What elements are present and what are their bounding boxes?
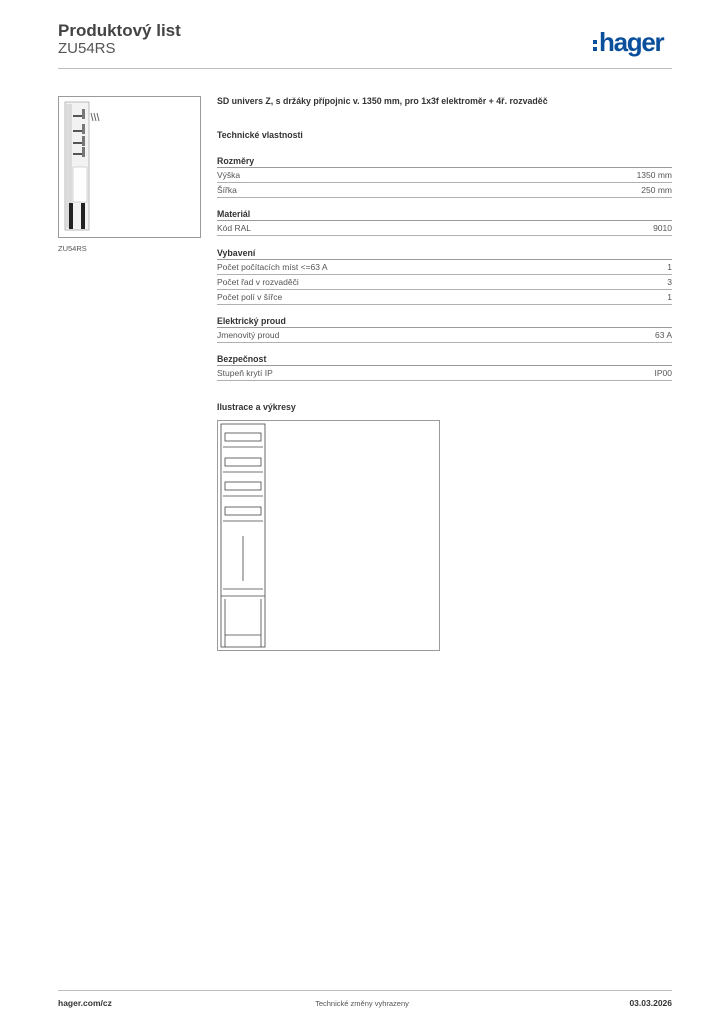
header-divider xyxy=(58,68,672,69)
row-label: Jmenovitý proud xyxy=(217,330,280,340)
row-label: Počet polí v šířce xyxy=(217,292,283,302)
row-value: IP00 xyxy=(654,368,672,378)
product-photo-icon xyxy=(59,97,200,237)
section-equipment xyxy=(217,247,672,305)
hager-logo-text: hager xyxy=(599,27,664,57)
section-title: Materiál xyxy=(217,208,672,221)
table-row xyxy=(217,290,672,305)
product-code: ZU54RS xyxy=(58,40,116,57)
row-value: 3 xyxy=(667,277,672,287)
table-row xyxy=(217,221,672,236)
table-row xyxy=(217,366,672,381)
section-title: Vybavení xyxy=(217,247,672,260)
section-title: Rozměry xyxy=(217,155,672,168)
footer-date: 03.03.2026 xyxy=(629,998,672,1008)
row-label: Počet řad v rozvaděči xyxy=(217,277,299,287)
enclosure-drawing-icon xyxy=(218,421,439,650)
product-image-caption: ZU54RS xyxy=(58,244,87,253)
row-value: 1 xyxy=(667,262,672,272)
table-row xyxy=(217,260,672,275)
technical-drawing xyxy=(217,420,440,651)
section-title: Elektrický proud xyxy=(217,315,672,328)
row-value: 9010 xyxy=(653,223,672,233)
row-value: 1350 mm xyxy=(636,170,672,180)
table-row xyxy=(217,328,672,343)
footer-website-link[interactable]: hager.com/cz xyxy=(58,998,112,1008)
technical-title: Technické vlastnosti xyxy=(217,130,303,140)
row-label: Stupeň krytí IP xyxy=(217,368,273,378)
hager-logo-icon xyxy=(593,40,597,51)
row-label: Šířka xyxy=(217,185,237,195)
table-row xyxy=(217,168,672,183)
row-label: Počet počítacích míst <=63 A xyxy=(217,262,328,272)
product-image xyxy=(58,96,201,238)
section-dimensions xyxy=(217,155,672,198)
row-value: 250 mm xyxy=(641,185,672,195)
illustrations-title: Ilustrace a výkresy xyxy=(217,402,296,412)
footer-divider xyxy=(58,990,672,991)
footer-notice: Technické změny vyhrazeny xyxy=(315,999,409,1008)
row-label: Výška xyxy=(217,170,241,180)
row-label: Kód RAL xyxy=(217,223,252,233)
page-title: Produktový list xyxy=(58,21,181,40)
section-safety xyxy=(217,353,672,381)
table-row xyxy=(217,275,672,290)
hager-logo[interactable] xyxy=(593,27,663,57)
section-title: Bezpečnost xyxy=(217,353,672,366)
product-description: SD univers Z, s držáky přípojnic v. 1350 mm, pro 1x3f elektroměr + 4ř. rozvaděč xyxy=(217,96,548,106)
section-material xyxy=(217,208,672,236)
table-row xyxy=(217,183,672,198)
section-electric-current xyxy=(217,315,672,343)
row-value: 1 xyxy=(667,292,672,302)
row-value: 63 A xyxy=(654,330,672,340)
